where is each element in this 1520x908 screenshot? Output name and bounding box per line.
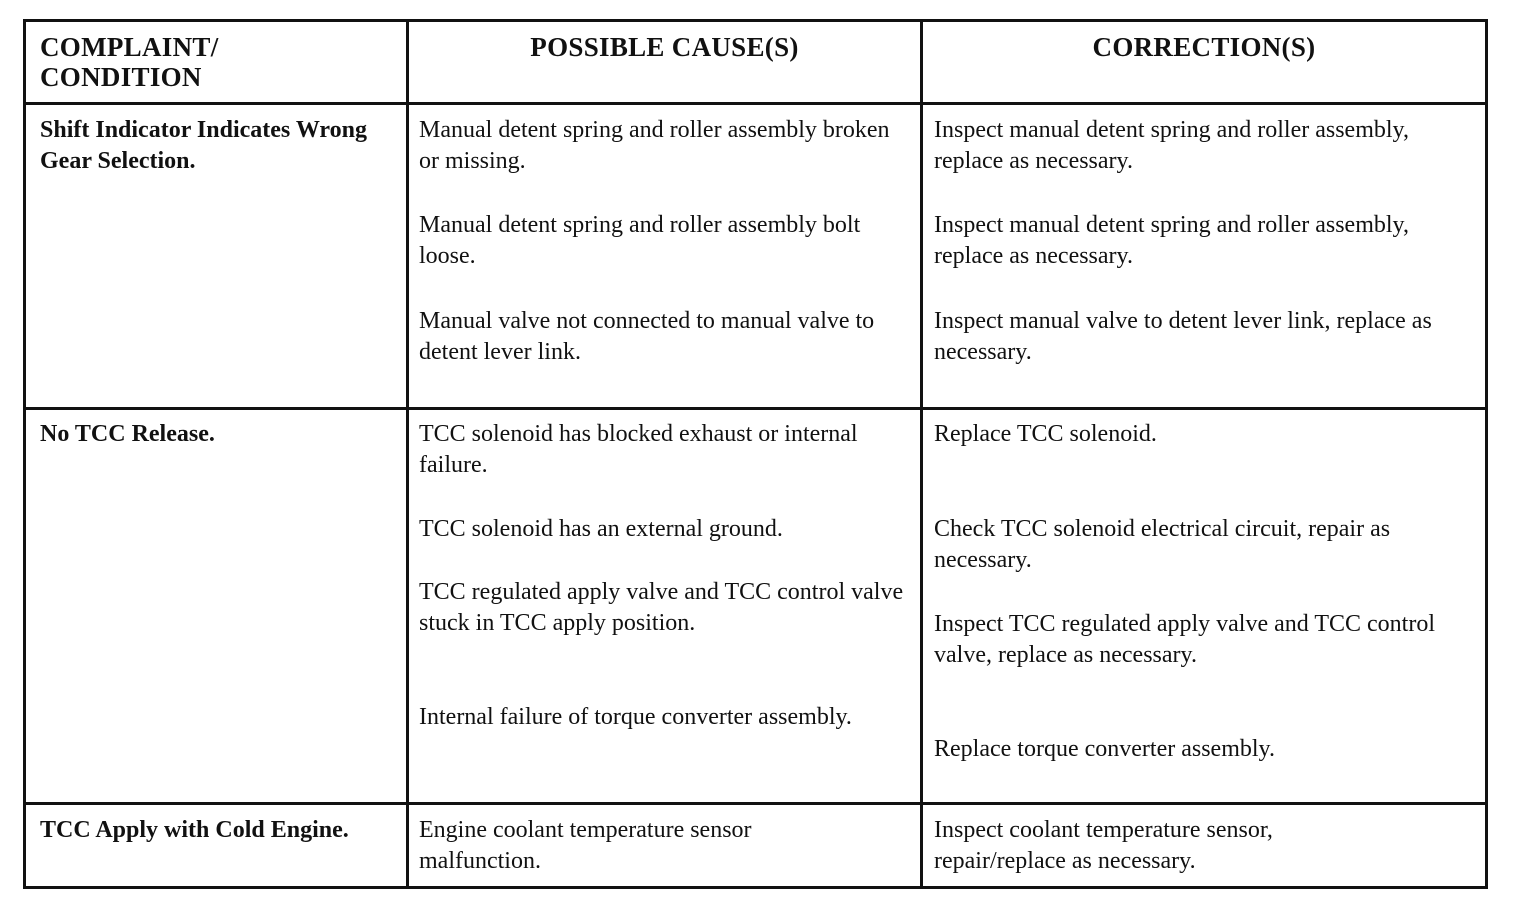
correction-item: Replace torque converter assembly. — [934, 736, 1275, 762]
causes-cell — [419, 115, 915, 405]
correction-item: Inspect manual detent spring and roller assembly, replace as necessary. — [934, 212, 1409, 269]
header-corrections: CORRECTION(S) — [1092, 32, 1316, 62]
complaint-tcc-apply-cold: TCC Apply with Cold Engine. — [40, 817, 349, 843]
correction-item: Replace TCC solenoid. — [934, 421, 1157, 447]
correction-item: Inspect manual valve to detent lever link, replace as necessary. — [934, 308, 1432, 365]
corrections-cell — [934, 815, 1404, 885]
row-divider — [26, 407, 1485, 410]
corrections-cell — [934, 419, 1479, 799]
complaint-shift-indicator: Shift Indicator Indicates Wrong Gear Selection. — [40, 117, 367, 174]
header-complaint: COMPLAINT/ CONDITION — [40, 32, 219, 92]
column-divider — [920, 22, 923, 886]
cause-item: TCC solenoid has an external ground. — [419, 516, 783, 542]
cause-item: TCC regulated apply valve and TCC control valve stuck in TCC apply position. — [419, 579, 904, 636]
cause-item: Internal failure of torque converter assembly. — [419, 704, 852, 730]
cause-item: Manual detent spring and roller assembly bolt loose. — [419, 212, 861, 269]
header-possible-causes: POSSIBLE CAUSE(S) — [530, 32, 799, 62]
correction-item: Inspect manual detent spring and roller assembly, replace as necessary. — [934, 117, 1409, 174]
cause-item: Manual valve not connected to manual valve to detent lever link. — [419, 308, 875, 365]
cause-item: Manual detent spring and roller assembly broken or missing. — [419, 117, 890, 174]
complaint-no-tcc-release: No TCC Release. — [40, 421, 215, 447]
row-divider — [26, 102, 1485, 105]
column-divider — [406, 22, 409, 886]
correction-item: Inspect TCC regulated apply valve and TCC control valve, replace as necessary. — [934, 611, 1435, 668]
causes-cell — [419, 419, 915, 799]
cause-item: Engine coolant temperature sensor malfunction. — [419, 817, 752, 874]
cause-item: TCC solenoid has blocked exhaust or internal failure. — [419, 421, 858, 478]
row-divider — [26, 802, 1485, 805]
correction-item: Check TCC solenoid electrical circuit, repair as necessary. — [934, 516, 1391, 573]
corrections-cell — [934, 115, 1479, 405]
correction-item: Inspect coolant temperature sensor, repair/replace as necessary. — [934, 817, 1273, 874]
causes-cell — [419, 815, 859, 885]
troubleshooting-table — [23, 19, 1488, 889]
